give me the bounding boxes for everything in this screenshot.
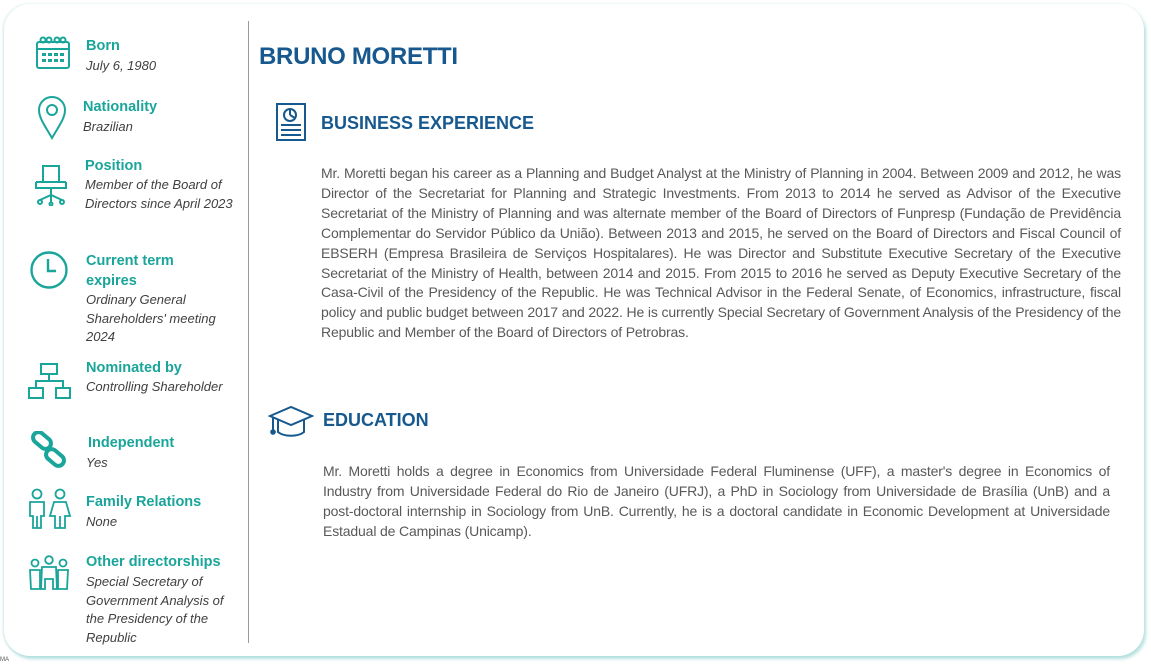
- education-title: EDUCATION: [323, 410, 429, 430]
- term-label: Current term expires: [86, 253, 174, 289]
- corner-mark: MA: [0, 657, 9, 663]
- other-directorships-label: Other directorships: [86, 554, 221, 570]
- calendar-icon: [35, 36, 71, 70]
- education-text: Mr. Moretti holds a degree in Economics from Universidade Federal Fluminense (UFF), a master's degree in Economics of Industry from Universidade Federal do Rio de Janeiro (UFRJ), a PhD in Sociology from Universidade de Brasília (UnB) and a post-doctoral internship in Sociology from UnB. Currently, he is a doctoral candidate in Economic Development at Universidade Estadual de Campinas (Unicamp).: [323, 463, 1110, 539]
- business-experience-title: BUSINESS EXPERIENCE: [321, 113, 535, 133]
- group-icon: [29, 555, 69, 591]
- nationality-label: Nationality: [83, 99, 158, 115]
- independent-value: Yes: [86, 455, 108, 470]
- people-pair-icon: [26, 488, 72, 530]
- born-label: Born: [86, 38, 120, 54]
- born-value: July 6, 1980: [86, 58, 157, 73]
- position-label: Position: [85, 158, 143, 174]
- clock-icon: [29, 250, 69, 290]
- family-label: Family Relations: [86, 494, 202, 510]
- sidebar-divider: [248, 21, 249, 643]
- term-value: Ordinary General Shareholders' meeting 2024: [86, 292, 216, 344]
- other-directorships-value: Special Secretary of Government Analysis of the Presidency of the Republic: [86, 574, 224, 645]
- graduation-cap-icon: [268, 404, 314, 438]
- org-chart-icon: [28, 362, 72, 400]
- location-pin-icon: [37, 96, 67, 140]
- family-value: None: [86, 514, 118, 529]
- nominated-label: Nominated by: [86, 360, 182, 376]
- independent-label: Independent: [88, 435, 175, 451]
- business-experience-text: Mr. Moretti began his career as a Planning and Budget Analyst at the Ministry of Planning in 2004. Between 2009 and 2012, he was Director of the Secretariat for Planning and Strategic Investments. From 2013 to 2014 he served as Advisor of the Executive Secretariat of the Ministry of Planning and was alternate member of the Board of Directors of Funpresp (Fundação de Previdência Complementar do Servidor Público da União). Between 2013 and 2015, he served on the Board of Directors and Fiscal Council of EBSERH (Empresa Brasileira de Serviços Hospitalares). He was Director and Substitute Executive Secretary of the Executive Secretariat of the Ministry of Health, between 2014 and 2015. From 2015 to 2016 he served as Deputy Executive Secretary of the Casa-Civil of the Presidency of the Republic. He was Technical Advisor in the Federal Senate, of Economics, infrastructure, fiscal policy and public budget between 2017 and 2022. He is currently Special Secretary of Government Analysis of the Presidency of the Republic and Member of the Board of Directors of Petrobras.: [321, 165, 1121, 341]
- person-name: BRUNO MORETTI: [259, 43, 458, 70]
- nationality-value: Brazilian: [83, 119, 133, 134]
- position-value: Member of the Board of Directors since April 2023: [85, 177, 233, 211]
- resume-document-icon: [275, 102, 307, 142]
- nominated-value: Controlling Shareholder: [86, 379, 223, 394]
- chain-link-icon: [29, 431, 69, 469]
- office-chair-icon: [32, 162, 70, 206]
